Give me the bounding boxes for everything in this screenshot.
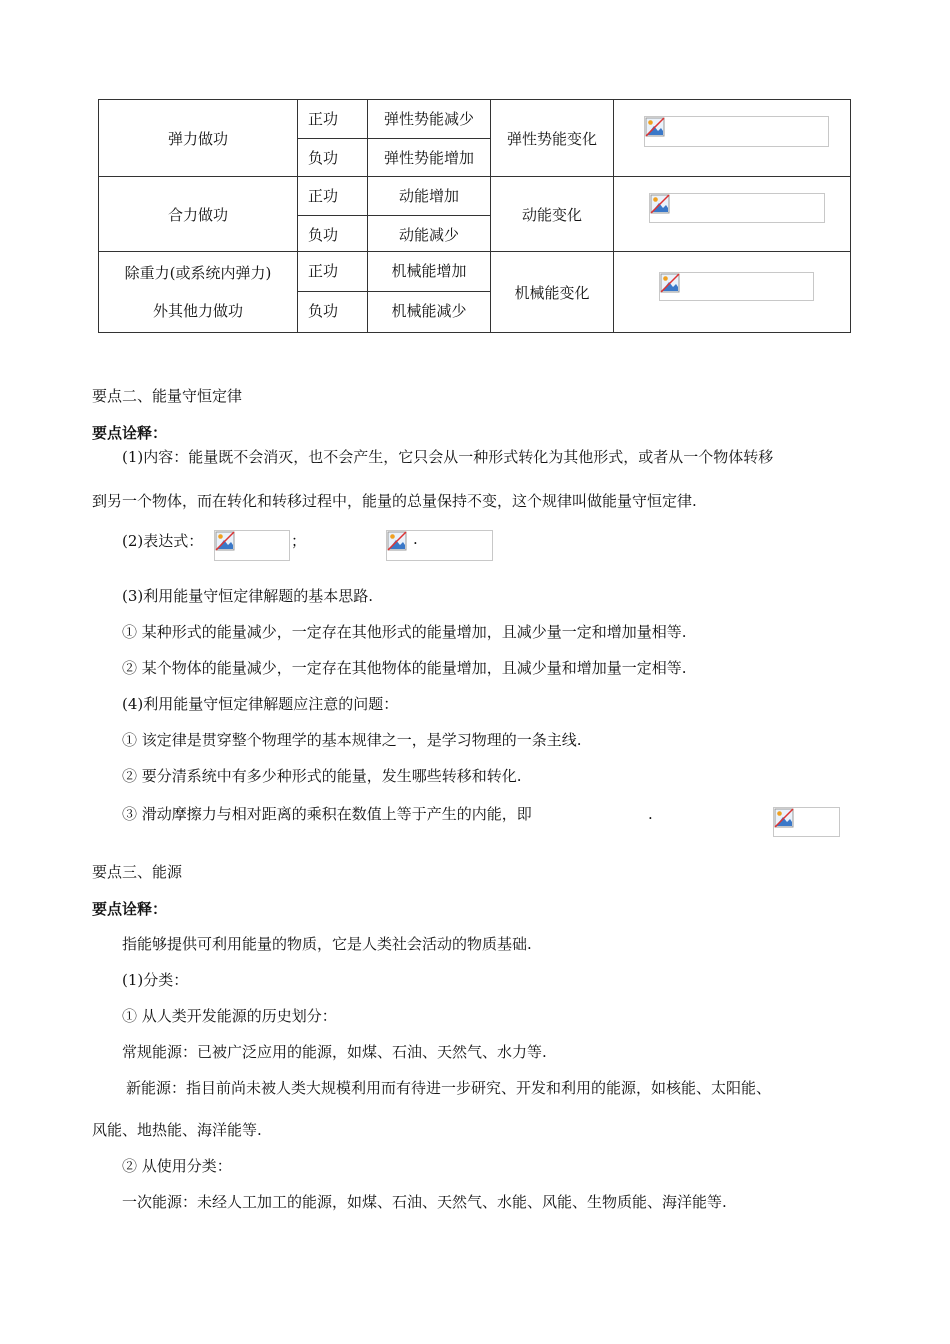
formula-image <box>214 530 290 561</box>
sign-cell: 负功 <box>298 216 368 252</box>
paragraph: 常规能源：已被广泛应用的能源，如煤、石油、天然气、水力等. <box>122 1043 547 1061</box>
period: . <box>648 805 653 823</box>
paragraph: ② 从使用分类： <box>122 1157 232 1175</box>
paragraph: (3)利用能量守恒定律解题的基本思路. <box>122 587 374 605</box>
paragraph: ① 该定律是贯穿整个物理学的基本规律之一，是学习物理的一条主线. <box>122 731 582 749</box>
section-heading: 要点二、能量守恒定律 <box>92 387 243 405</box>
expression-line <box>122 530 203 551</box>
broken-image-icon <box>215 531 235 551</box>
paragraph: 新能源：指目前尚未被人类大规模利用而有待进一步研究、开发和利用的能源，如核能、太阳能、 <box>126 1079 772 1097</box>
sign-cell: 负功 <box>298 139 368 177</box>
paragraph: 风能、地热能、海洋能等. <box>92 1121 262 1139</box>
paragraph: 一次能源：未经人工加工的能源，如煤、石油、天然气、水能、风能、生物质能、海洋能等. <box>122 1193 727 1211</box>
force-cell: 弹力做功 <box>99 100 298 177</box>
paragraph: ① 从人类开发能源的历史划分： <box>122 1007 337 1025</box>
broken-image-icon <box>774 808 794 828</box>
sign-cell: 负功 <box>298 292 368 333</box>
effect-cell: 动能减少 <box>368 216 491 252</box>
force-line: 除重力(或系统内弹力) <box>124 264 272 282</box>
broken-image-icon <box>645 117 665 137</box>
separator: ； <box>291 532 307 550</box>
effect-cell: 动能增加 <box>368 177 491 216</box>
section-heading: 要点三、能源 <box>92 863 183 881</box>
force-cell <box>99 252 298 333</box>
sign-cell: 正功 <box>298 177 368 216</box>
effect-cell: 机械能增加 <box>368 252 491 292</box>
work-energy-table <box>98 99 851 333</box>
formula-image <box>649 193 825 223</box>
expression-label: (2)表达式： <box>122 532 204 550</box>
paragraph: (1)分类： <box>122 971 189 989</box>
paragraph: ③ 滑动摩擦力与相对距离的乘积在数值上等于产生的内能，即 <box>122 805 532 823</box>
change-cell: 弹性势能变化 <box>491 100 614 177</box>
paragraph: 指能够提供可利用能量的物质，它是人类社会活动的物质基础. <box>122 935 532 953</box>
section-subheading: 要点诠释： <box>92 900 168 918</box>
sign-cell: 正功 <box>298 252 368 292</box>
effect-cell: 弹性势能增加 <box>368 139 491 177</box>
formula-cell <box>614 252 851 333</box>
effect-cell: 机械能减少 <box>368 292 491 333</box>
section-subheading: 要点诠释： <box>92 424 168 442</box>
paragraph: 到另一个物体，而在转化和转移过程中，能量的总量保持不变，这个规律叫做能量守恒定律. <box>92 492 697 510</box>
broken-image-icon <box>660 273 680 293</box>
force-line: 外其他力做功 <box>152 302 243 320</box>
sign-cell: 正功 <box>298 100 368 139</box>
paragraph: ① 某种形式的能量减少，一定存在其他形式的能量增加，且减少量一定和增加量相等. <box>122 623 687 641</box>
broken-image-icon <box>650 194 670 214</box>
change-cell: 动能变化 <box>491 177 614 252</box>
change-cell: 机械能变化 <box>491 252 614 333</box>
formula-cell <box>614 177 851 252</box>
paragraph: ② 某个物体的能量减少，一定存在其他物体的能量增加，且减少量和增加量一定相等. <box>122 659 687 677</box>
formula-image <box>386 530 493 561</box>
formula-cell <box>614 100 851 177</box>
period: . <box>413 530 418 548</box>
paragraph: (4)利用能量守恒定律解题应注意的问题： <box>122 695 399 713</box>
formula-image <box>773 807 840 837</box>
formula-image <box>659 272 814 301</box>
force-cell: 合力做功 <box>99 177 298 252</box>
paragraph: ② 要分清系统中有多少种形式的能量，发生哪些转移和转化. <box>122 767 522 785</box>
effect-cell: 弹性势能减少 <box>368 100 491 139</box>
paragraph: (1)内容：能量既不会消灭，也不会产生，它只会从一种形式转化为其他形式，或者从一个物体转移 <box>122 448 774 466</box>
formula-image <box>644 116 829 147</box>
broken-image-icon <box>387 531 407 551</box>
